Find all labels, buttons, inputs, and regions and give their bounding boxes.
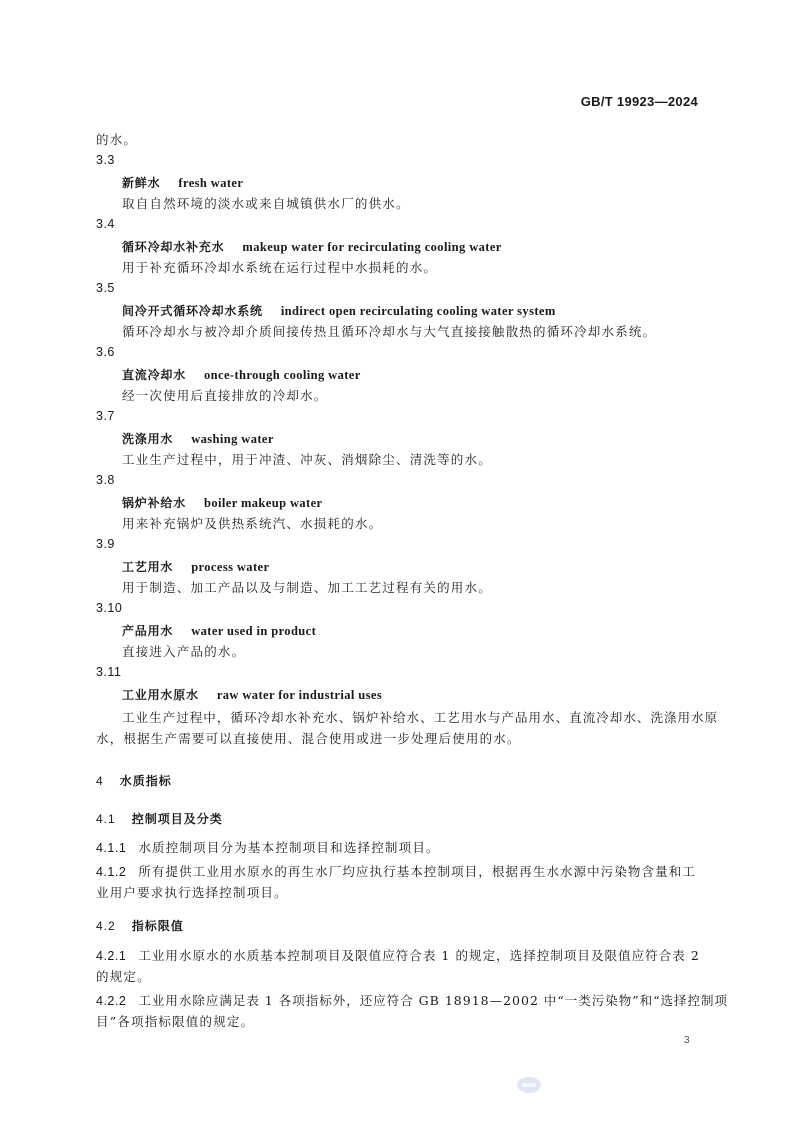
term-zh: 循环冷却水补充水: [122, 240, 225, 254]
term-title: [122, 494, 323, 511]
term-en: washing water: [191, 432, 274, 446]
term-title: [122, 238, 502, 255]
term-zh: 直流冷却水: [122, 368, 187, 382]
term-title: [122, 174, 243, 191]
term-title: [122, 302, 556, 319]
term-number: 3.11: [96, 665, 122, 679]
term-definition-cont: 水，根据生产需要可以直接使用、混合使用或进一步处理后使用的水。: [96, 731, 521, 746]
term-title: [122, 686, 382, 703]
subsection-number: 4.2: [96, 919, 116, 933]
term-en: makeup water for recirculating cooling water: [242, 240, 502, 254]
term-en: indirect open recirculating cooling water system: [280, 304, 556, 318]
term-title: [122, 558, 269, 575]
term-en: water used in product: [191, 624, 317, 638]
subsection-heading: [96, 810, 223, 827]
term-number: 3.3: [96, 153, 115, 167]
clause: [96, 864, 696, 880]
term-title: [122, 366, 361, 383]
term-number: 3.4: [96, 217, 115, 231]
term-definition: 工业生产过程中，循环冷却水补充水、锅炉补给水、工艺用水与产品用水、直流冷却水、洗涤用水原: [122, 710, 719, 725]
term-definition: 用于制造、加工产品以及与制造、加工工艺过程有关的用水。: [122, 580, 492, 595]
term-en: fresh water: [178, 176, 244, 190]
clause-text: 水质控制项目分为基本控制项目和选择控制项目。: [138, 840, 440, 855]
clause: [96, 948, 700, 964]
clause-text: 工业用水除应满足表 1 各项指标外，还应符合 GB 18918—2002 中“一类污染物”和“选择控制项: [138, 993, 729, 1008]
term-definition: 经一次使用后直接排放的冷却水。: [122, 388, 328, 403]
standard-code: GB/T 19923—2024: [580, 94, 698, 109]
page-number: 3: [684, 1035, 690, 1046]
term-number: 3.5: [96, 281, 115, 295]
clause-number: 4.2.1: [96, 949, 127, 963]
clause-number: 4.2.2: [96, 994, 127, 1008]
term-en: boiler makeup water: [204, 496, 323, 510]
term-zh: 工业用水原水: [122, 688, 199, 702]
term-number: 3.10: [96, 601, 123, 615]
term-definition: 用于补充循环冷却水系统在运行过程中水损耗的水。: [122, 260, 438, 275]
term-zh: 产品用水: [122, 624, 174, 638]
term-en: process water: [191, 560, 270, 574]
term-title: [122, 430, 274, 447]
continued-text: 的水。: [96, 132, 138, 147]
term-zh: 工艺用水: [122, 560, 174, 574]
term-number: 3.6: [96, 345, 115, 359]
section-title: 水质指标: [119, 774, 172, 788]
subsection-title: 控制项目及分类: [131, 812, 223, 826]
term-number: 3.8: [96, 473, 115, 487]
term-definition: 直接进入产品的水。: [122, 644, 246, 659]
clause-text: 工业用水原水的水质基本控制项目及限值应符合表 1 的规定，选择控制项目及限值应符合表 2: [138, 948, 700, 963]
term-definition: 工业生产过程中，用于冲渣、冲灰、消烟除尘、清洗等的水。: [122, 452, 492, 467]
clause-text-cont: 的规定。: [96, 969, 151, 984]
term-title: [122, 622, 316, 639]
term-definition: 循环冷却水与被冷却介质间接传热且循环冷却水与大气直接接触散热的循环冷却水系统。: [122, 324, 657, 339]
subsection-number: 4.1: [96, 812, 116, 826]
clause-number: 4.1.1: [96, 841, 127, 855]
term-definition: 取自自然环境的淡水或来自城镇供水厂的供水。: [122, 196, 410, 211]
section-heading: [96, 772, 172, 789]
term-definition: 用来补充锅炉及供热系统汽、水损耗的水。: [122, 516, 383, 531]
term-en: raw water for industrial uses: [216, 688, 383, 702]
term-en: once-through cooling water: [204, 368, 361, 382]
section-number: 4: [96, 774, 104, 788]
clause-text-cont: 业用户要求执行选择控制项目。: [96, 885, 288, 900]
clause: [96, 840, 440, 856]
clause: [96, 993, 728, 1009]
clause-text: 所有提供工业用水原水的再生水厂均应执行基本控制项目，根据再生水水源中污染物含量和工: [138, 864, 696, 879]
term-zh: 洗涤用水: [122, 432, 174, 446]
clause-text-cont: 目”各项指标限值的规定。: [96, 1014, 255, 1029]
subsection-title: 指标限值: [131, 919, 184, 933]
clause-number: 4.1.2: [96, 865, 127, 879]
term-zh: 间冷开式循环冷却水系统: [122, 304, 263, 318]
term-zh: 新鲜水: [122, 176, 161, 190]
term-zh: 锅炉补给水: [122, 496, 187, 510]
subsection-heading: [96, 917, 184, 934]
sac-logo-icon: [516, 1076, 542, 1094]
term-number: 3.7: [96, 409, 115, 423]
term-number: 3.9: [96, 537, 115, 551]
